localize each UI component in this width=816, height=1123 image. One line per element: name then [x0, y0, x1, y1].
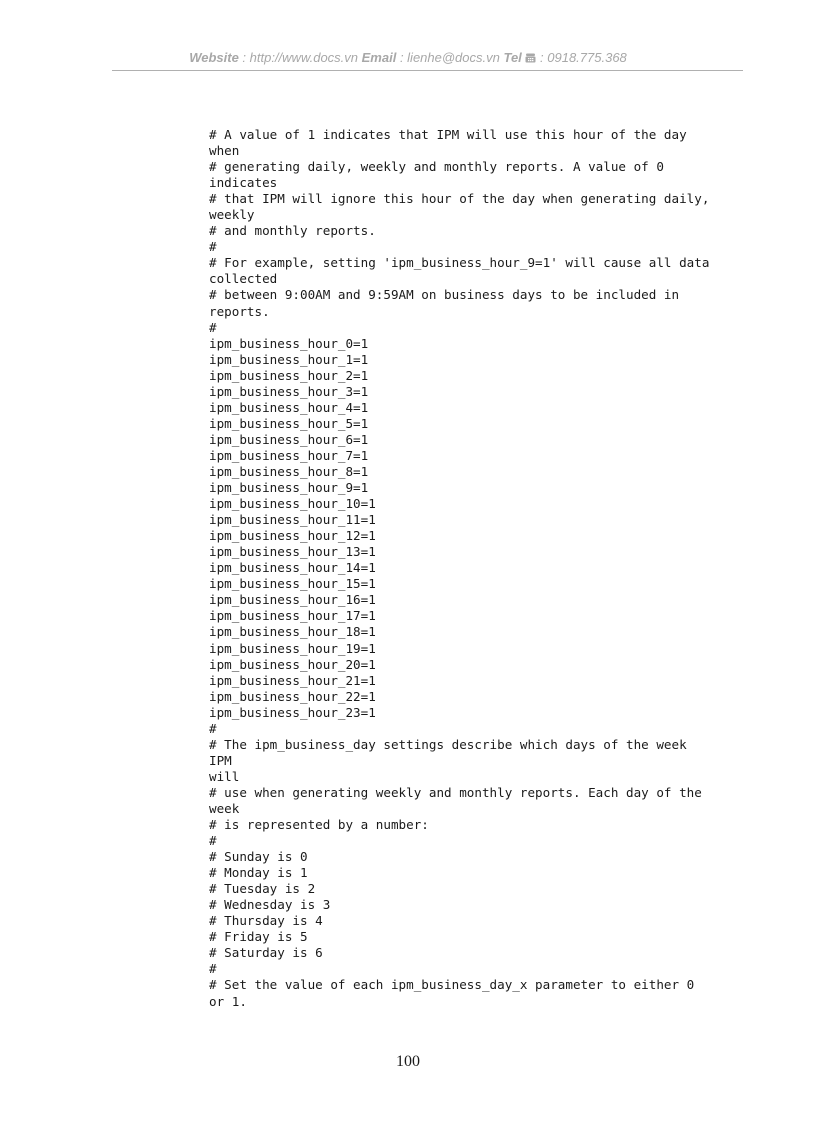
config-code-block [209, 127, 754, 1010]
code-line: # Set the value of each ipm_business_day_x parameter to either 0 [209, 977, 695, 993]
code-line: # and monthly reports. [209, 223, 376, 239]
code-line: reports. [209, 303, 270, 319]
code-line: ipm_business_hour_19=1 [209, 640, 376, 656]
code-line: indicates [209, 175, 278, 191]
code-line: # [209, 720, 217, 736]
code-line: # For example, setting 'ipm_business_hour_9=1' will cause all data [209, 255, 710, 271]
code-line: ipm_business_hour_10=1 [209, 496, 376, 512]
email-address[interactable]: : lienhe@docs.vn [396, 50, 504, 65]
code-line: collected [209, 271, 278, 287]
code-line: ipm_business_hour_8=1 [209, 463, 369, 479]
tel-label: Tel [503, 50, 522, 65]
code-line: weekly [209, 207, 255, 223]
code-line: or 1. [209, 993, 247, 1009]
code-line: ipm_business_hour_13=1 [209, 544, 376, 560]
code-line: ipm_business_hour_5=1 [209, 415, 369, 431]
code-line: ipm_business_hour_1=1 [209, 351, 369, 367]
code-line: ipm_business_hour_6=1 [209, 431, 369, 447]
code-line: # use when generating weekly and monthly reports. Each day of the [209, 784, 702, 800]
website-label: Website [189, 50, 239, 65]
code-line: ipm_business_hour_7=1 [209, 447, 369, 463]
code-line: IPM [209, 752, 232, 768]
page-header [0, 50, 816, 65]
code-line: week [209, 800, 240, 816]
code-line: ipm_business_hour_0=1 [209, 335, 369, 351]
phone-icon [525, 50, 536, 65]
code-line: ipm_business_hour_21=1 [209, 672, 376, 688]
tel-number: : 0918.775.368 [536, 50, 627, 65]
code-line: # Thursday is 4 [209, 913, 323, 929]
code-line: # [209, 239, 217, 255]
code-line: ipm_business_hour_17=1 [209, 608, 376, 624]
code-line: # Wednesday is 3 [209, 897, 331, 913]
code-line: ipm_business_hour_20=1 [209, 656, 376, 672]
code-line: # [209, 833, 217, 849]
code-line: # is represented by a number: [209, 817, 429, 833]
website-url[interactable]: : http://www.docs.vn [238, 50, 362, 65]
code-line: ipm_business_hour_14=1 [209, 560, 376, 576]
header-divider [112, 70, 743, 71]
code-line: ipm_business_hour_23=1 [209, 704, 376, 720]
code-line: # Friday is 5 [209, 929, 308, 945]
code-line: # generating daily, weekly and monthly reports. A value of 0 [209, 159, 664, 175]
code-line: ipm_business_hour_15=1 [209, 576, 376, 592]
code-line: # Monday is 1 [209, 865, 308, 881]
code-line: ipm_business_hour_16=1 [209, 592, 376, 608]
code-line: when [209, 143, 240, 159]
code-line: ipm_business_hour_22=1 [209, 688, 376, 704]
code-line: # [209, 319, 217, 335]
code-line: # Saturday is 6 [209, 945, 323, 961]
code-line: ipm_business_hour_11=1 [209, 512, 376, 528]
code-line: # that IPM will ignore this hour of the day when generating daily, [209, 191, 710, 207]
code-line: ipm_business_hour_2=1 [209, 367, 369, 383]
page-number: 100 [396, 1053, 420, 1070]
code-line: # [209, 961, 217, 977]
code-line: ipm_business_hour_4=1 [209, 399, 369, 415]
code-line: ipm_business_hour_18=1 [209, 624, 376, 640]
code-line: # Tuesday is 2 [209, 881, 316, 897]
code-line: # between 9:00AM and 9:59AM on business days to be included in [209, 287, 680, 303]
code-line: ipm_business_hour_9=1 [209, 480, 369, 496]
code-line: ipm_business_hour_3=1 [209, 383, 369, 399]
email-label: Email [361, 50, 397, 65]
code-line: ipm_business_hour_12=1 [209, 528, 376, 544]
code-line: # Sunday is 0 [209, 849, 308, 865]
code-line: # A value of 1 indicates that IPM will use this hour of the day [209, 127, 687, 142]
code-line: will [209, 768, 240, 784]
code-line: # The ipm_business_day settings describe which days of the week [209, 736, 687, 752]
